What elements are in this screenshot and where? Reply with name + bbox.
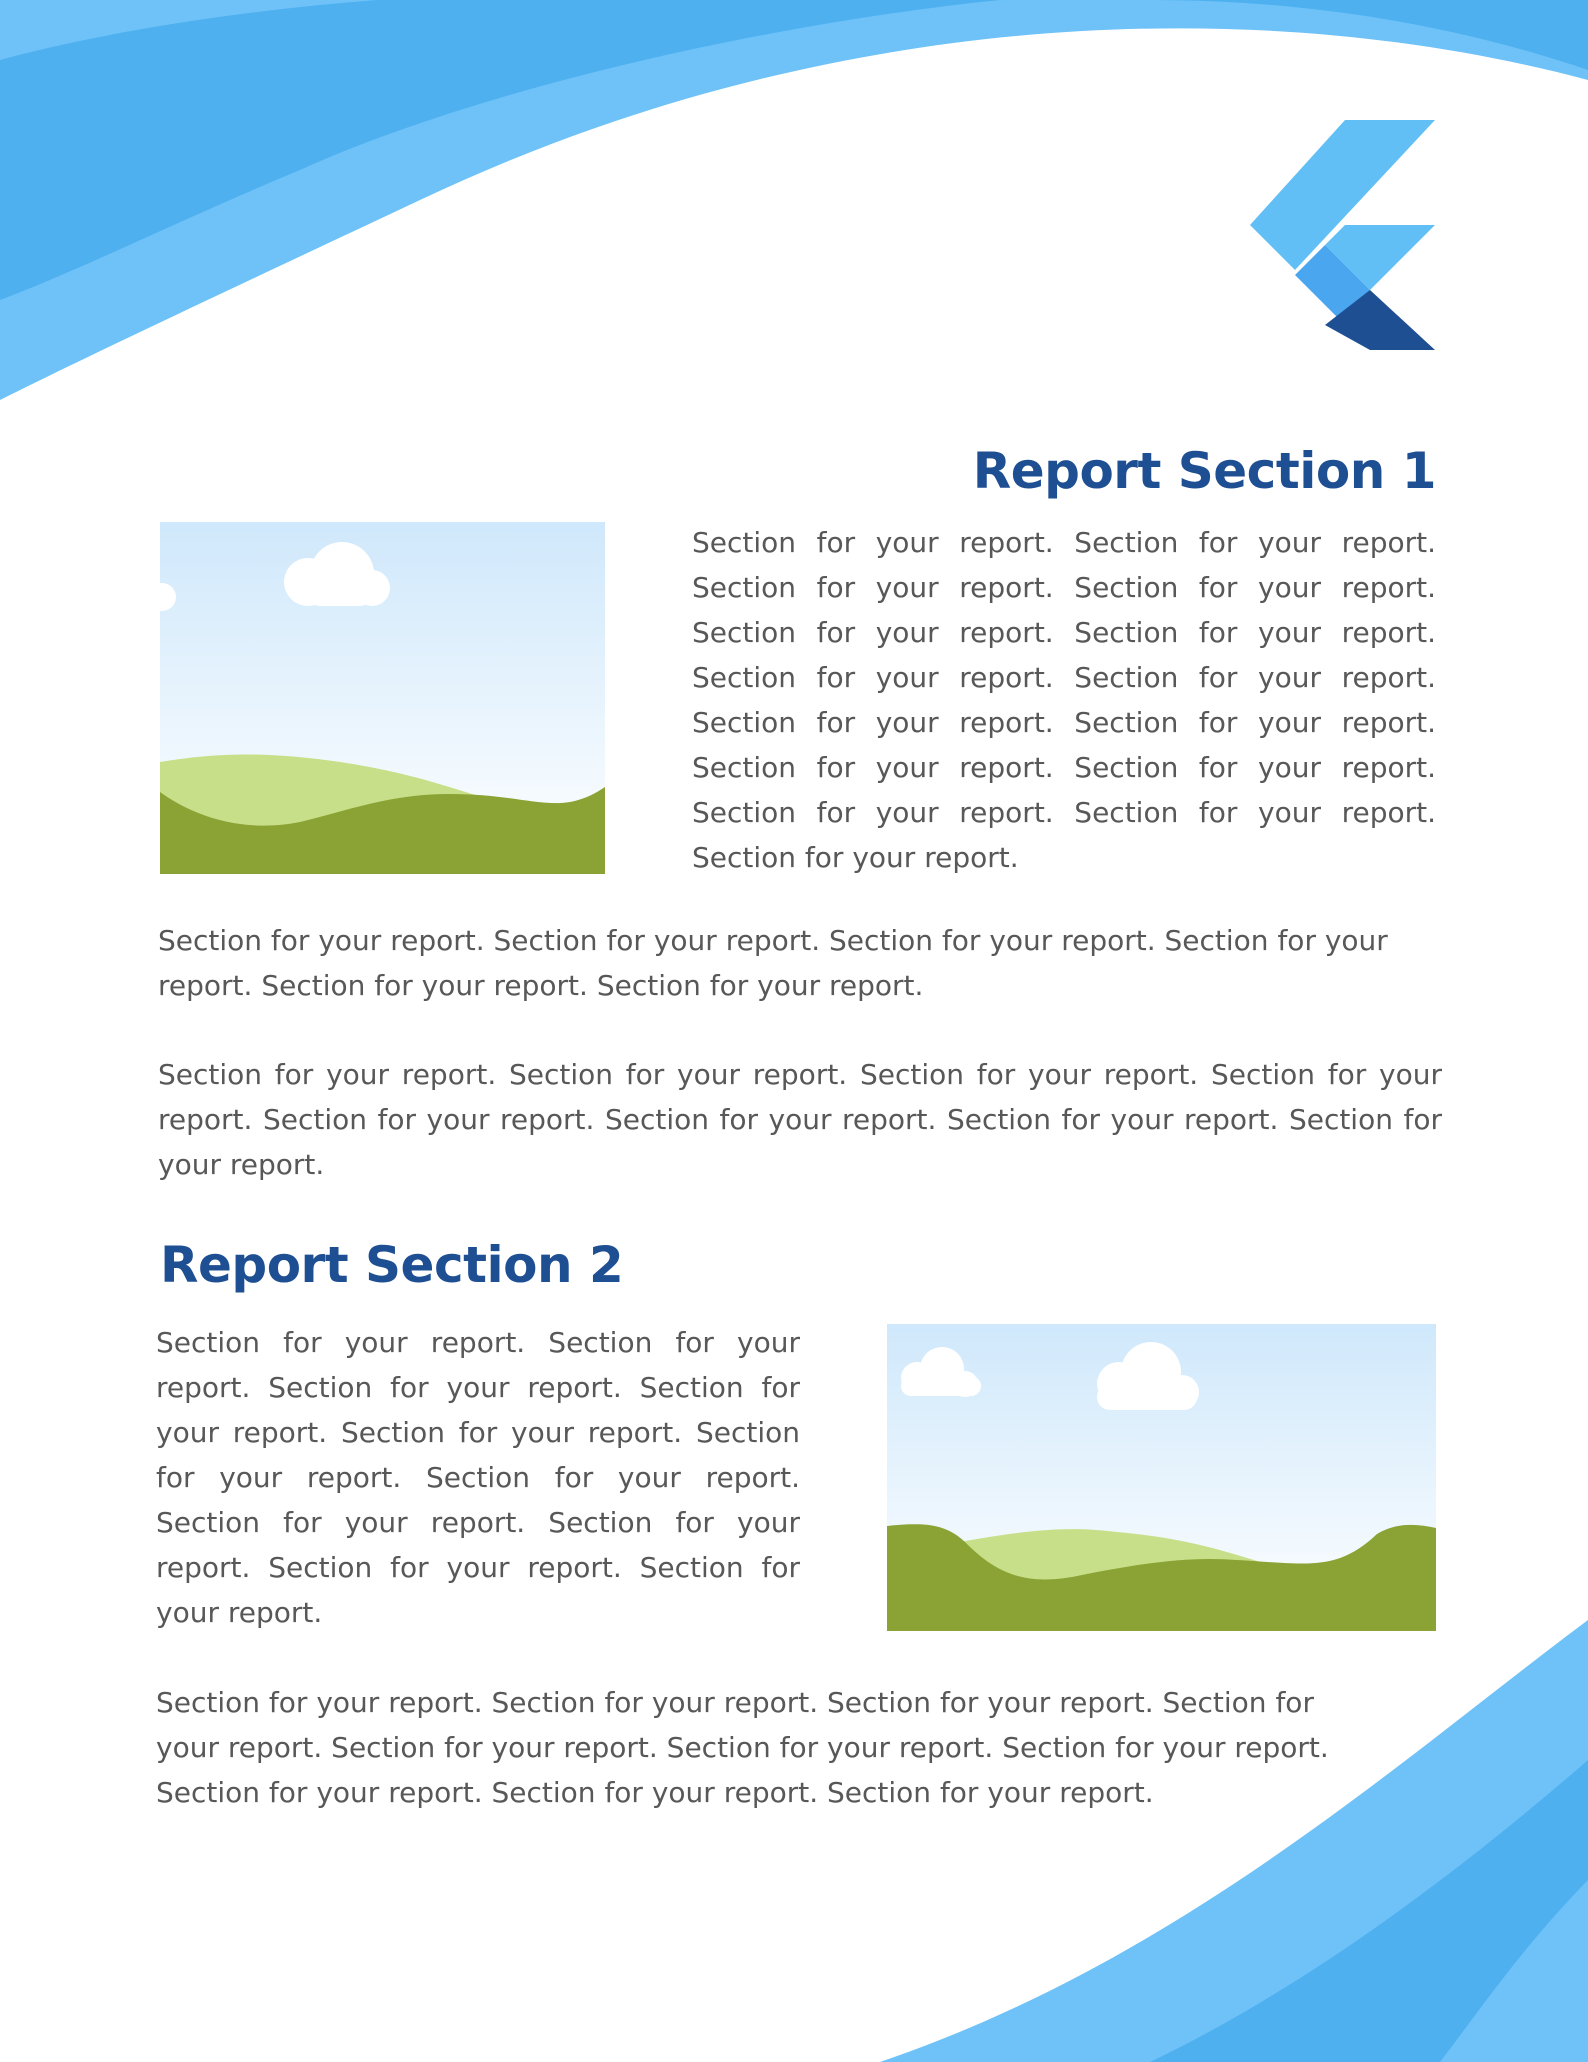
landscape-image-2: [887, 1324, 1436, 1631]
flutter-logo-icon: [1240, 118, 1440, 353]
landscape-image-1: [160, 522, 605, 874]
section-1-paragraph-1: Section for your report. Section for your report. Section for your report. Section for your report. Section for your report. Section for your report. Section for your report. Section for your report. Section for your report. Section for your report. Section for your report. Section for your report. Section for your report. Section for your report. Section for your report.: [692, 526, 1436, 874]
section-2-heading: Report Section 2: [160, 1236, 624, 1294]
section-1-paragraph-3: Section for your report. Section for your report. Section for your report. Section for your report. Section for your report. Section for your report. Section for your report. Section for your report.: [158, 1058, 1442, 1181]
section-2-paragraph-2: Section for your report. Section for your report. Section for your report. Section for your report. Section for your report. Section for your report. Section for your report. Section for your report. Section for your report. Section for your report.: [156, 1686, 1329, 1809]
section-2-paragraph-1: Section for your report. Section for your report. Section for your report. Section for your report. Section for your report. Section for your report. Section for your report. Section for your report. Section for your report. Section for your report. Section for your report.: [156, 1326, 800, 1629]
section-1-heading: Report Section 1: [972, 442, 1436, 500]
section-1-paragraph-2: Section for your report. Section for your report. Section for your report. Section for your report. Section for your report. Section for your report.: [158, 924, 1388, 1002]
